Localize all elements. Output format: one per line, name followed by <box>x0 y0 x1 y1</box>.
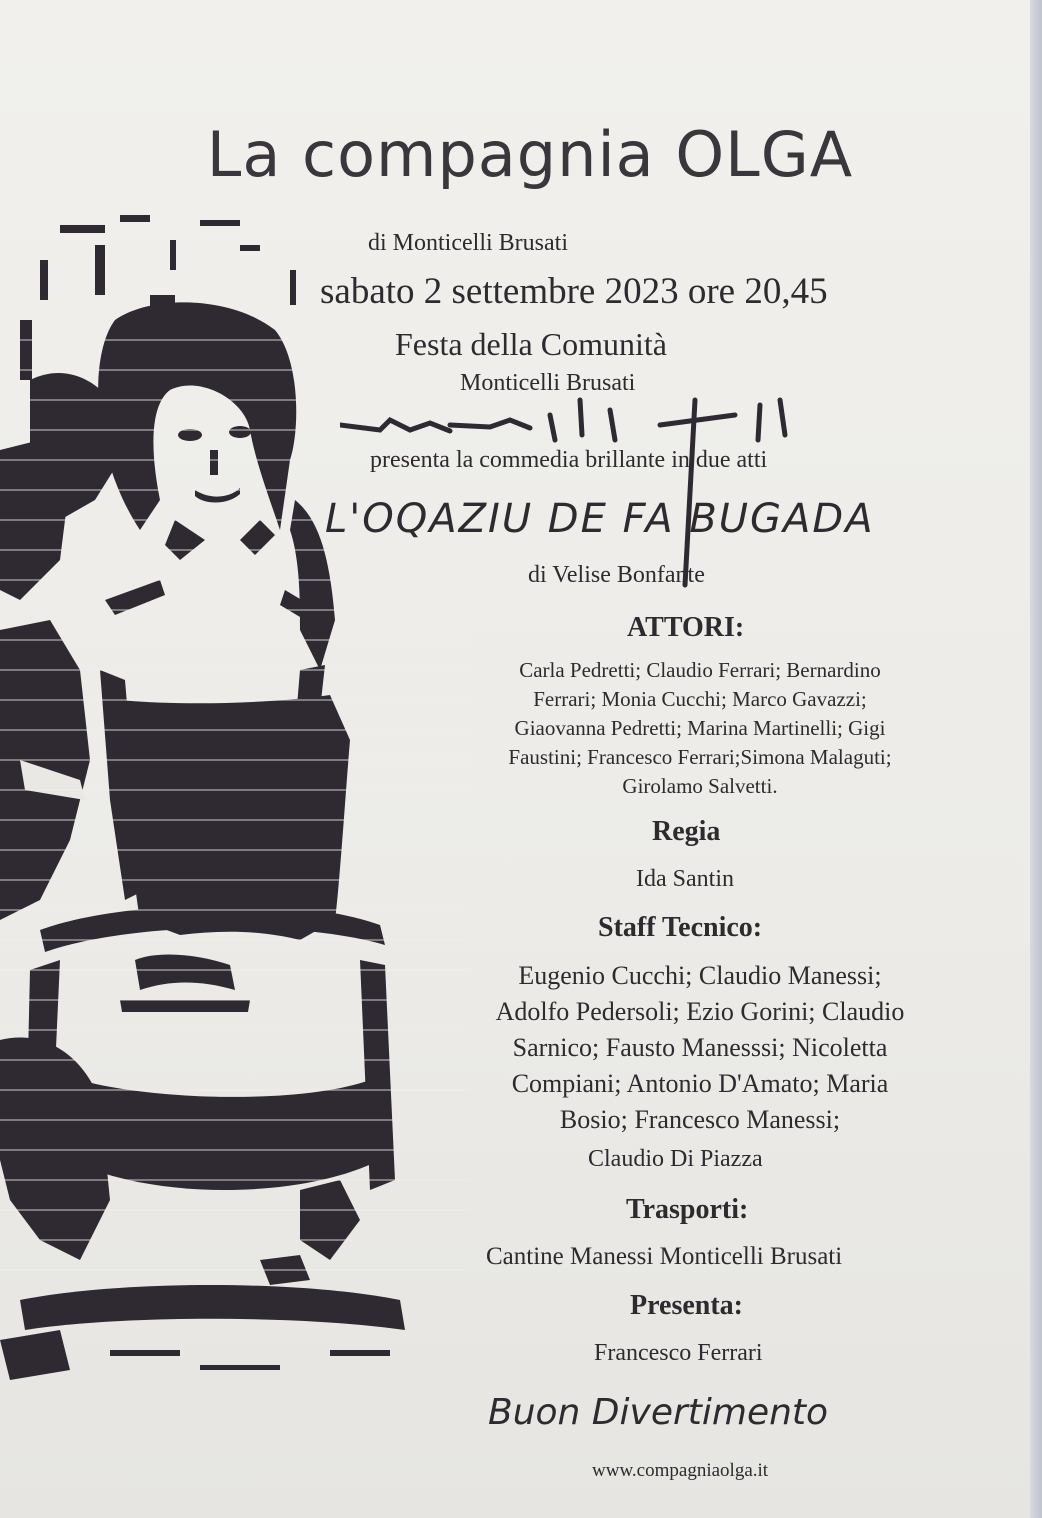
staff-last-member: Claudio Di Piazza <box>588 1146 763 1172</box>
presenter-heading: Presenta: <box>630 1290 743 1321</box>
transport-heading: Trasporti: <box>626 1194 749 1225</box>
closing-greeting: Buon Divertimento <box>488 1392 829 1433</box>
transport-name: Cantine Manessi Monticelli Brusati <box>486 1243 843 1270</box>
event-place: Monticelli Brusati <box>460 370 636 396</box>
staff-list <box>440 958 960 1138</box>
direction-name: Ida Santin <box>636 866 734 892</box>
play-title: L'OQAZIU DE FA BUGADA <box>325 496 875 542</box>
page-edge-shadow <box>1030 0 1042 1518</box>
staff-line: Compiani; Antonio D'Amato; Maria <box>511 1069 889 1098</box>
company-location: di Monticelli Brusati <box>368 230 568 256</box>
actors-line: Carla Pedretti; Claudio Ferrari; Bernardino <box>519 658 881 682</box>
company-title: La compagnia OLGA <box>206 118 854 191</box>
staff-line: Eugenio Cucchi; Claudio Manessi; <box>518 961 882 990</box>
event-date-time: sabato 2 settembre 2023 ore 20,45 <box>320 271 828 312</box>
event-name: Festa della Comunità <box>395 326 667 362</box>
play-intro: presenta la commedia brillante in due atti <box>370 447 768 473</box>
direction-heading: Regia <box>652 816 721 847</box>
actors-line: Girolamo Salvetti. <box>622 774 778 798</box>
staff-line: Adolfo Pedersoli; Ezio Gorini; Claudio <box>495 997 905 1026</box>
presenter-name: Francesco Ferrari <box>594 1340 763 1366</box>
actors-line: Giaovanna Pedretti; Marina Martinelli; Gigi <box>514 716 886 740</box>
actors-line: Ferrari; Monia Cucchi; Marco Gavazzi; <box>533 687 867 711</box>
staff-line: Bosio; Francesco Manessi; <box>559 1105 841 1134</box>
washerwoman-illustration <box>0 200 470 1410</box>
play-author: di Velise Bonfante <box>528 562 705 588</box>
staff-heading: Staff Tecnico: <box>598 912 763 943</box>
actors-line: Faustini; Francesco Ferrari;Simona Malaguti; <box>508 745 892 769</box>
staff-line: Sarnico; Fausto Manesssi; Nicoletta <box>512 1033 888 1062</box>
actors-list <box>440 656 960 801</box>
actors-heading: ATTORI: <box>627 612 745 643</box>
website-text: www.compagniaolga.it <box>592 1460 769 1481</box>
